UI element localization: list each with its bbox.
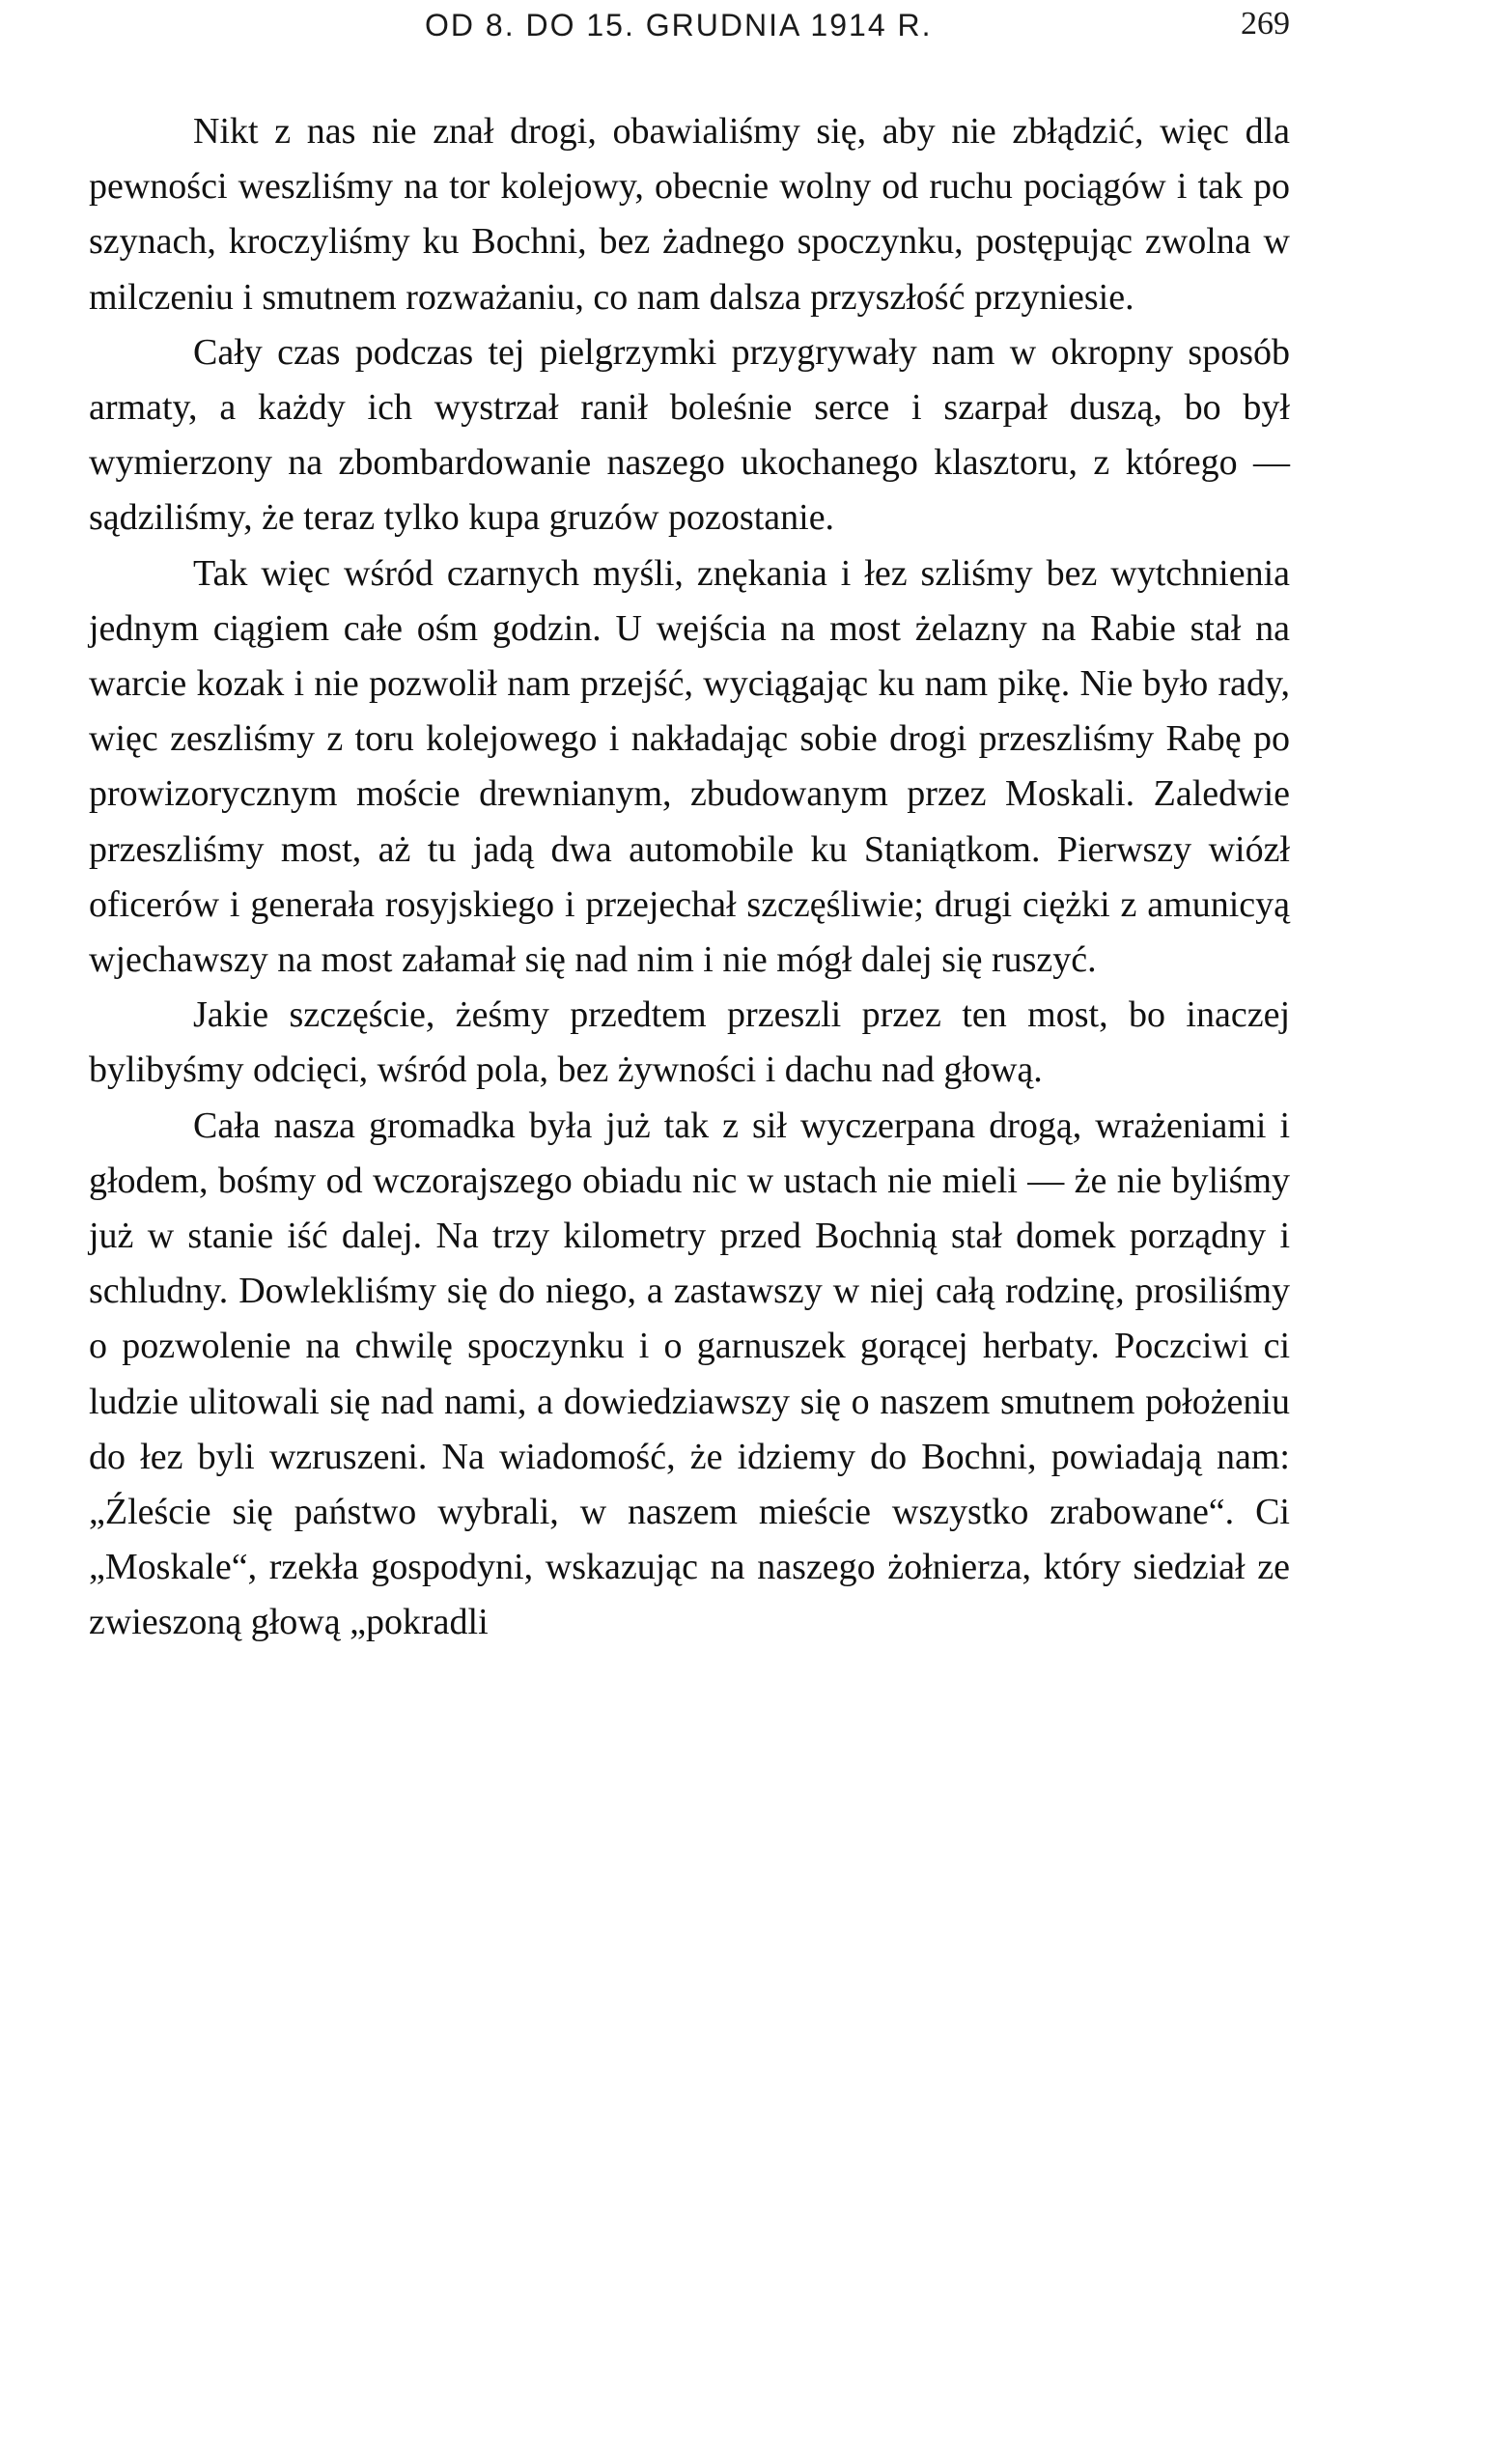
paragraph: Cały czas podczas tej pielgrzymki przygrywały nam w okropny sposób armaty, a każdy ich wystrzał ranił boleśnie serce i szarpał duszą, bo był wymierzony na zbombardowanie naszego ukochanego klasztoru, z którego — sądziliśmy, że teraz tylko kupa gruzów pozostanie. xyxy=(89,331,1290,539)
paragraph: Tak więc wśród czarnych myśli, znękania i łez szliśmy bez wytchnienia jednym ciągiem całe ośm godzin. U wejścia na most żelazny na Rabie stał na warcie kozak i nie pozwolił nam przejść, wyciągając ku nam pikę. Nie było rady, więc zeszliśmy z toru kolejowego i nakładając sobie drogi przeszliśmy Rabę po prowizorycznym moście drewnianym, zbudowanym przez Moskali. Zaledwie przeszliśmy most, aż tu jadą dwa automobile ku Staniątkom. Pierwszy wiózł oficerów i generała rosyjskiego i przejechał szczęśliwie; drugi ciężki z amunicyą wjechawszy na most załamał się nad nim i nie mógł dalej się ruszyć. xyxy=(89,552,1290,981)
running-title: OD 8. DO 15. GRUDNIA 1914 R. xyxy=(425,8,933,42)
paragraph: Cała nasza gromadka była już tak z sił wyczerpana drogą, wrażeniami i głodem, bośmy od wczorajszego obiadu nic w ustach nie mieli — że nie byliśmy już w stanie iść dalej. Na trzy kilometry przed Bochnią stał domek porządny i schludny. Dowlekliśmy się do niego, a zastawszy w niej całą rodzinę, prosiliśmy o pozwolenie na chwilę spoczynku i o garnuszek gorącej herbaty. Poczciwi ci ludzie ulitowali się nad nami, a dowiedziawszy się o naszem smutnem położeniu do łez byli wzruszeni. Na wiadomość, że idziemy do Bochni, powiadają nam: „Źleście się państwo wybrali, w naszem mieście wszystko zrabowane“. Ci „Moskale“, rzekła gospodyni, wskazując na naszego żołnierza, który siedział ze zwieszoną głową „pokradli xyxy=(89,1105,1290,1643)
paragraph: Jakie szczęście, żeśmy przedtem przeszli przez ten most, bo inaczej bylibyśmy odcięci, wśród pola, bez żywności i dachu nad głową. xyxy=(89,994,1290,1091)
body-text xyxy=(89,104,1290,1651)
page-number: 269 xyxy=(1241,6,1290,42)
paragraph: Nikt z nas nie znał drogi, obawialiśmy się, aby nie zbłądzić, więc dla pewności weszliśmy na tor kolejowy, obecnie wolny od ruchu pociągów i tak po szynach, kroczyliśmy ku Bochni, bez żadnego spoczynku, postępując zwolna w milczeniu i smutnem rozważaniu, co nam dalsza przyszłość przyniesie. xyxy=(89,111,1290,318)
